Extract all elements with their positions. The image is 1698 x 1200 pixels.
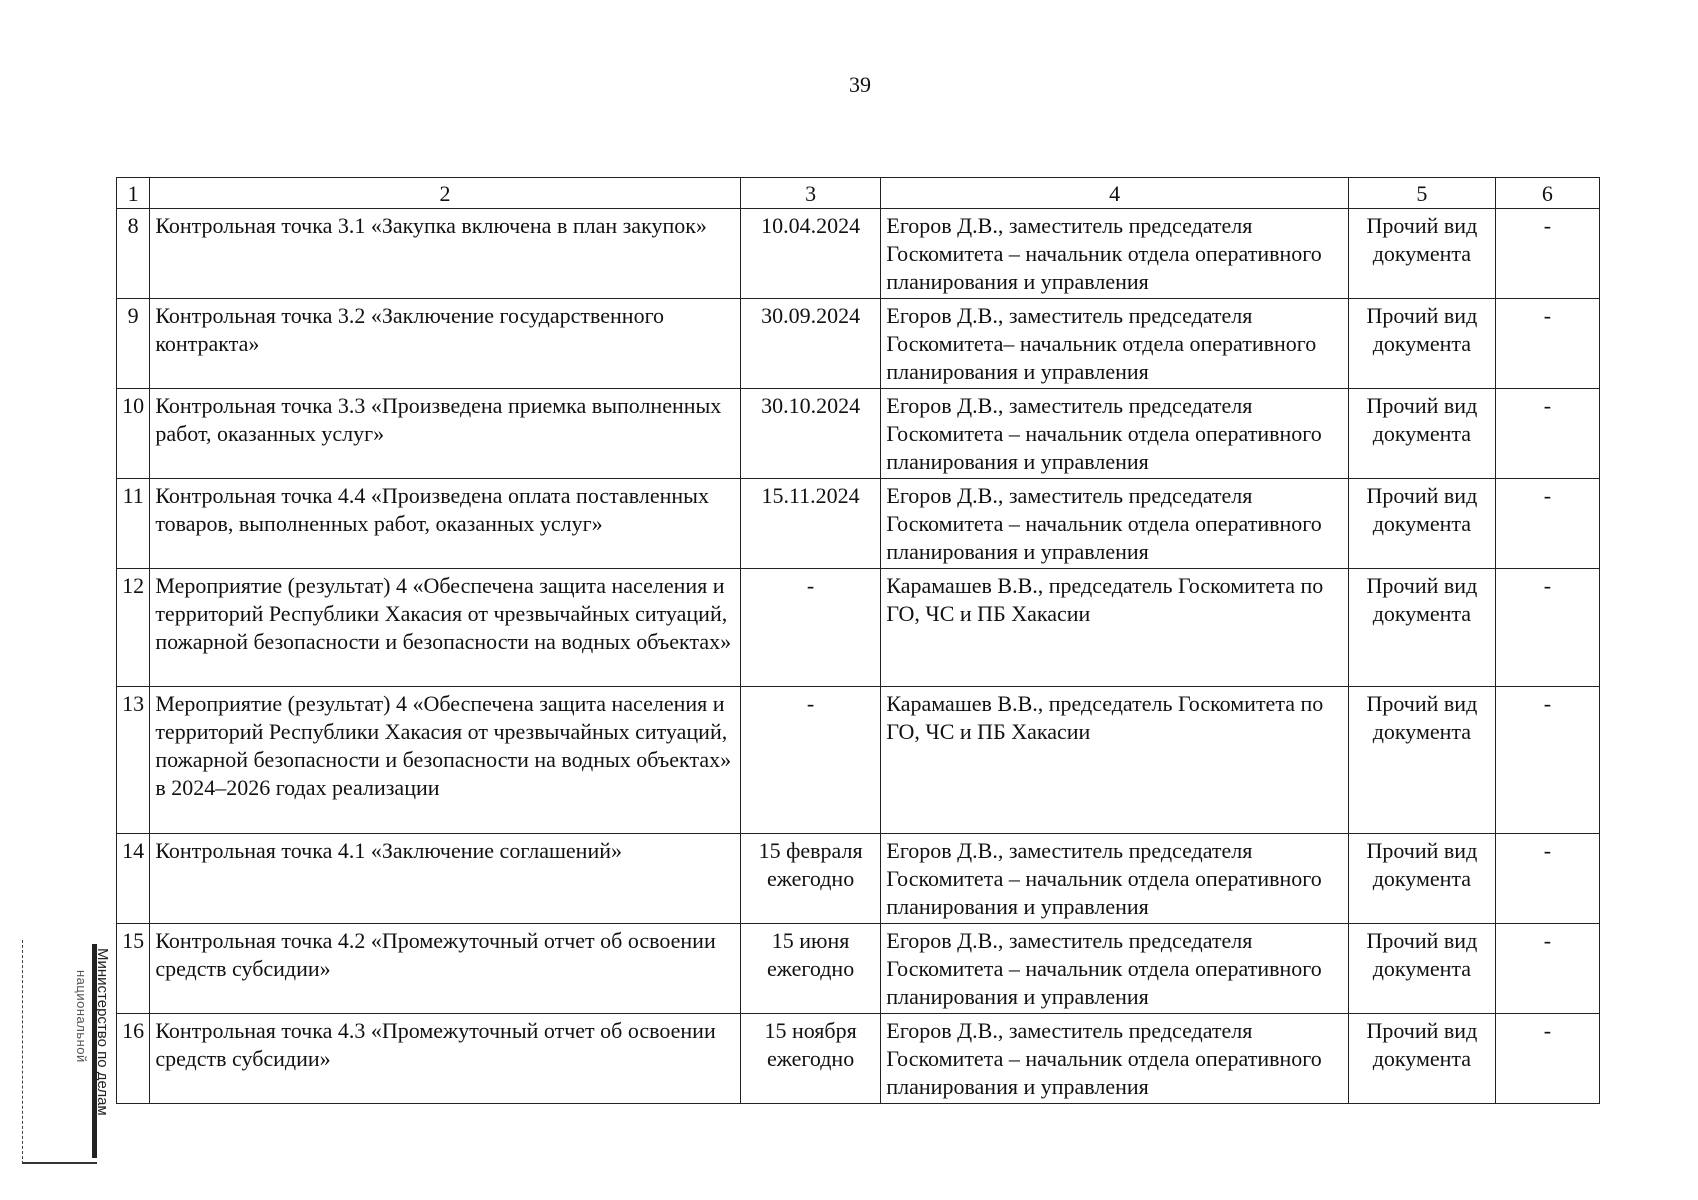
row-number: 10 [117,389,150,479]
table-row [117,479,1600,569]
event-name: Контрольная точка 3.3 «Произведена приемка выполненных работ, оказанных услуг» [150,389,740,479]
column-header: 2 [150,178,740,209]
document-type: Прочий вид документа [1348,834,1495,924]
event-name: Контрольная точка 3.1 «Закупка включена в план закупок» [150,209,740,299]
deadline: 10.04.2024 [740,209,881,299]
event-name: Контрольная точка 4.3 «Промежуточный отчет об освоении средств субсидии» [150,1014,740,1104]
responsible: Егоров Д.В., заместитель председателя Госкомитета– начальник отдела оперативного планирования и управления [881,299,1349,389]
responsible: Карамашев В.В., председатель Госкомитета по ГО, ЧС и ПБ Хакасии [881,687,1349,834]
responsible: Егоров Д.В., заместитель председателя Госкомитета – начальник отдела оперативного планирования и управления [881,834,1349,924]
table-row [117,569,1600,687]
note: - [1495,569,1599,687]
event-name: Контрольная точка 4.1 «Заключение соглашений» [150,834,740,924]
column-header: 6 [1495,178,1599,209]
row-number: 15 [117,924,150,1014]
deadline: 30.09.2024 [740,299,881,389]
control-points-table [116,177,1600,1104]
event-name: Контрольная точка 4.4 «Произведена оплата поставленных товаров, выполненных работ, оказанных услуг» [150,479,740,569]
table-row [117,687,1600,834]
table-row [117,299,1600,389]
deadline: - [740,569,881,687]
column-header: 1 [117,178,150,209]
table-header-row [117,178,1600,209]
document-type: Прочий вид документа [1348,299,1495,389]
table-row [117,209,1600,299]
column-header: 4 [881,178,1349,209]
note: - [1495,479,1599,569]
table-row [117,924,1600,1014]
stamp-text-national: национальной [74,970,89,1063]
table-row [117,389,1600,479]
row-number: 12 [117,569,150,687]
event-name: Мероприятие (результат) 4 «Обеспечена защита населения и территорий Республики Хакасия от чрезвычайных ситуаций, пожарной безопасности и безопасности на водных объектах» в 2024–2026 годах реализации [150,687,740,834]
document-type: Прочий вид документа [1348,687,1495,834]
deadline: 15 февраля ежегодно [740,834,881,924]
responsible: Егоров Д.В., заместитель председателя Госкомитета – начальник отдела оперативного планирования и управления [881,389,1349,479]
responsible: Егоров Д.В., заместитель председателя Госкомитета – начальник отдела оперативного планирования и управления [881,1014,1349,1104]
note: - [1495,687,1599,834]
document-type: Прочий вид документа [1348,569,1495,687]
deadline: 30.10.2024 [740,389,881,479]
note: - [1495,834,1599,924]
document-type: Прочий вид документа [1348,924,1495,1014]
table-row [117,834,1600,924]
row-number: 8 [117,209,150,299]
row-number: 11 [117,479,150,569]
row-number: 14 [117,834,150,924]
deadline: - [740,687,881,834]
row-number: 13 [117,687,150,834]
table-row [117,1014,1600,1104]
responsible: Егоров Д.В., заместитель председателя Госкомитета – начальник отдела оперативного планирования и управления [881,479,1349,569]
column-header: 3 [740,178,881,209]
event-name: Контрольная точка 3.2 «Заключение государственного контракта» [150,299,740,389]
document-type: Прочий вид документа [1348,1014,1495,1104]
row-number: 9 [117,299,150,389]
responsible: Карамашев В.В., председатель Госкомитета по ГО, ЧС и ПБ Хакасии [881,569,1349,687]
note: - [1495,389,1599,479]
deadline: 15 июня ежегодно [740,924,881,1014]
note: - [1495,924,1599,1014]
document-type: Прочий вид документа [1348,389,1495,479]
deadline: 15 ноября ежегодно [740,1014,881,1104]
stamp-text-ministry: Министерство по делам [94,948,111,1116]
responsible: Егоров Д.В., заместитель председателя Госкомитета – начальник отдела оперативного планирования и управления [881,209,1349,299]
note: - [1495,299,1599,389]
row-number: 16 [117,1014,150,1104]
document-type: Прочий вид документа [1348,209,1495,299]
deadline: 15.11.2024 [740,479,881,569]
page-number: 39 [849,72,871,97]
column-header: 5 [1348,178,1495,209]
responsible: Егоров Д.В., заместитель председателя Госкомитета – начальник отдела оперативного планирования и управления [881,924,1349,1014]
event-name: Контрольная точка 4.2 «Промежуточный отчет об освоении средств субсидии» [150,924,740,1014]
event-name: Мероприятие (результат) 4 «Обеспечена защита населения и территорий Республики Хакасия от чрезвычайных ситуаций, пожарной безопасности и безопасности на водных объектах» [150,569,740,687]
document-type: Прочий вид документа [1348,479,1495,569]
note: - [1495,209,1599,299]
registration-stamp [22,940,111,1164]
note: - [1495,1014,1599,1104]
